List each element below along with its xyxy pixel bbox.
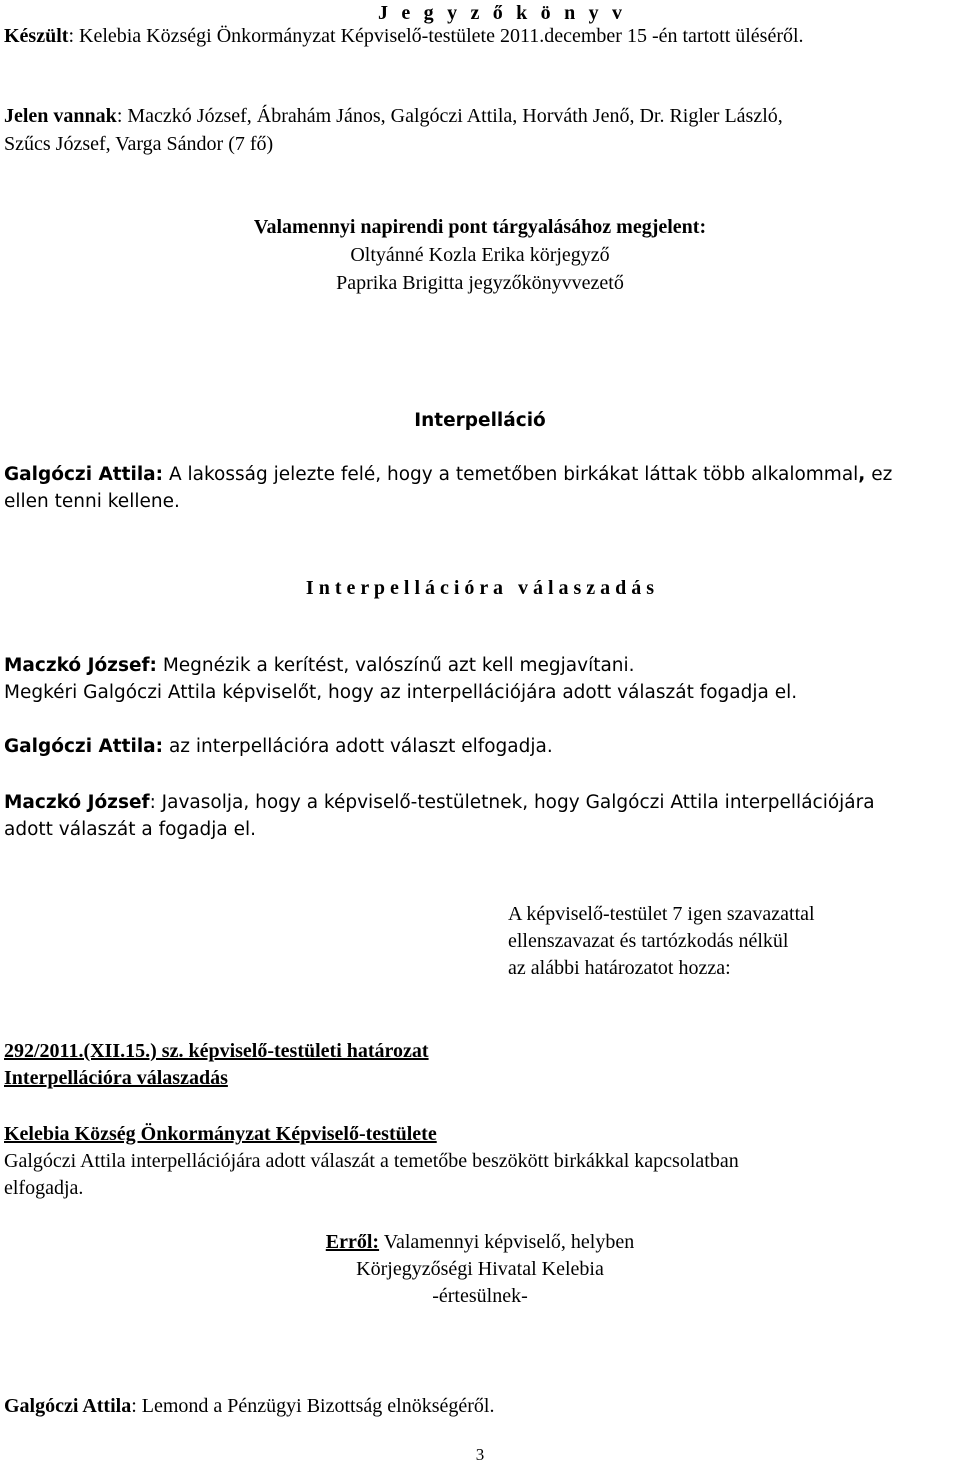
valaszadas-line-4 <box>4 790 875 816</box>
page-number: 3 <box>475 1445 485 1464</box>
valaszadas-speaker-3: Maczkó József <box>4 792 150 813</box>
interpellacio-comma: , <box>858 464 866 485</box>
final-speaker: Galgóczi Attila <box>4 1395 132 1417</box>
notice-line-3: -értesülnek- <box>432 1285 528 1307</box>
jelen-label: Jelen vannak <box>4 105 117 127</box>
interpellacio-text-1-end: ez <box>865 464 893 485</box>
vote-line-2: ellenszavazat és tartózkodás nélkül <box>508 930 789 952</box>
valaszadas-line-3 <box>4 734 553 760</box>
final-text: : Lemond a Pénzügyi Bizottság elnökségéről. <box>131 1395 495 1417</box>
valaszadas-text-1: Megnézik a kerítést, valószínű azt kell megjavítani. <box>156 655 635 676</box>
valaszadas-speaker-1: Maczkó József: <box>4 655 157 676</box>
jelen-line-2: Szűcs József, Varga Sándor (7 fő) <box>4 133 274 155</box>
valaszadas-heading: I n t e r p e l l á c i ó r a v á l a s z a d á s <box>305 577 655 599</box>
valaszadas-speaker-2: Galgóczi Attila: <box>4 736 164 757</box>
notice-line-1 <box>0 1229 960 1255</box>
keszult-text: : Kelebia Községi Önkormányzat Képviselő-testülete 2011.december 15 -én tartott üléséről. <box>68 25 804 47</box>
valaszadas-line-1 <box>4 653 635 679</box>
resolution-number: 292/2011.(XII.15.) sz. képviselő-testületi határozat <box>4 1040 429 1062</box>
interpellacio-text-1: A lakosság jelezte felé, hogy a temetőben birkákat láttak több alkalommal <box>163 464 859 485</box>
attendees-heading: Valamennyi napirendi pont tárgyalásához megjelent: <box>253 216 707 238</box>
vote-line-3: az alábbi határozatot hozza: <box>508 957 731 979</box>
notice-line-2: Körjegyzőségi Hivatal Kelebia <box>356 1258 604 1280</box>
resolution-body-heading: Kelebia Község Önkormányzat Képviselő-testülete <box>4 1123 437 1145</box>
interpellacio-line-2: ellen tenni kellene. <box>4 491 180 512</box>
resolution-body-line-2: elfogadja. <box>4 1177 84 1199</box>
interpellacio-line-1 <box>4 462 892 488</box>
resolution-subject: Interpellációra válaszadás <box>4 1067 228 1089</box>
keszult-label: Készült <box>4 25 69 47</box>
valaszadas-line-2: Megkéri Galgóczi Attila képviselőt, hogy az interpellációjára adott válaszát fogadja el. <box>4 682 798 703</box>
keszult-line <box>4 23 804 49</box>
final-line <box>4 1393 494 1419</box>
attendee-recorder: Paprika Brigitta jegyzőkönyvvezető <box>336 272 624 294</box>
jelen-text-1: : Maczkó József, Ábrahám János, Galgóczi Attila, Horváth Jenő, Dr. Rigler László, <box>116 105 783 127</box>
interpellacio-heading: Interpelláció <box>414 410 546 431</box>
notice-label: Erről: <box>325 1231 380 1253</box>
notice-text-1: Valamennyi képviselő, helyben <box>379 1231 635 1253</box>
valaszadas-text-3: az interpellációra adott választ elfogadja. <box>163 736 553 757</box>
resolution-body-line-1: Galgóczi Attila interpellációjára adott válaszát a temetőbe beszökött birkákkal kapcsolatban <box>4 1150 739 1172</box>
attendee-clerk: Oltyánné Kozla Erika körjegyző <box>350 244 610 266</box>
document-title: J e g y z ő k ö n y v <box>378 2 627 24</box>
jelen-line-1 <box>4 103 783 129</box>
valaszadas-text-4: : Javasolja, hogy a képviselő-testületnek, hogy Galgóczi Attila interpellációjára <box>149 792 875 813</box>
valaszadas-line-5: adott válaszát a fogadja el. <box>4 819 256 840</box>
interpellacio-speaker: Galgóczi Attila: <box>4 464 164 485</box>
vote-line-1: A képviselő-testület 7 igen szavazattal <box>508 903 815 925</box>
